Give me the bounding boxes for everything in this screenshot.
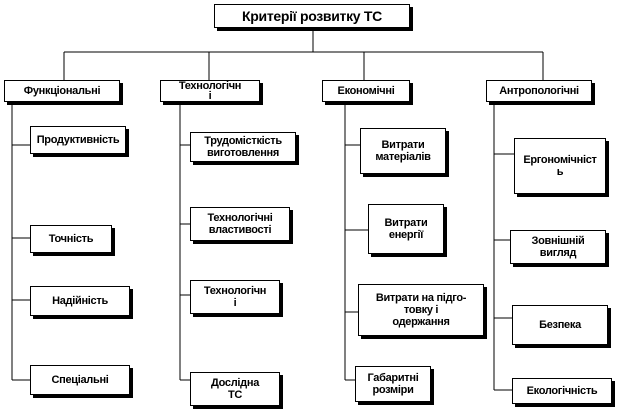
criterion-box — [510, 230, 606, 264]
criterion-box — [512, 378, 612, 404]
criterion-label: Трудомісткість виготовлення — [204, 135, 282, 159]
criterion-box — [190, 280, 280, 314]
criterion-label: Надійність — [52, 295, 108, 307]
criterion-box — [190, 132, 296, 162]
category-label: Економічні — [337, 85, 395, 97]
criterion-box — [360, 128, 446, 174]
criterion-label: Точність — [48, 233, 94, 245]
category-label: Антропологічні — [499, 85, 579, 97]
criterion-label: Безпека — [539, 319, 581, 331]
criterion-box — [190, 207, 290, 241]
root-label: Критерії розвитку ТС — [242, 8, 382, 24]
criterion-box — [30, 286, 130, 316]
criterion-box — [512, 305, 608, 345]
criterion-label: Технологічні властивості — [207, 212, 273, 236]
criterion-box — [358, 284, 484, 336]
category-technological — [160, 80, 260, 102]
category-economic — [322, 80, 410, 102]
criterion-label: Витрати енергії — [384, 217, 428, 241]
criterion-label: Витрати на підго- товку і одержання — [375, 292, 467, 328]
criterion-label: Габаритні розміри — [367, 372, 419, 396]
category-functional — [4, 80, 120, 102]
criterion-label: Ергономічніст ь — [523, 154, 597, 178]
criterion-label: Зовнішній вигляд — [531, 235, 585, 259]
criterion-label: Технологічн і — [203, 285, 267, 309]
category-label: Технологічн і — [178, 80, 242, 102]
category-anthropological — [486, 80, 592, 102]
criterion-box — [30, 126, 126, 154]
criterion-label: Продуктивність — [36, 134, 120, 146]
criterion-box — [30, 365, 130, 395]
criterion-box — [368, 204, 444, 254]
category-label: Функціональні — [23, 85, 101, 97]
criterion-label: Спеціальні — [51, 374, 109, 386]
criterion-box — [190, 372, 280, 406]
criterion-label: Дослідна ТС — [210, 377, 260, 401]
criterion-box — [514, 138, 606, 194]
criterion-box — [355, 366, 431, 402]
criterion-label: Екологічність — [526, 385, 598, 397]
root-box — [214, 4, 410, 28]
criterion-box — [30, 225, 112, 253]
criterion-label: Витрати матеріалів — [375, 139, 431, 163]
